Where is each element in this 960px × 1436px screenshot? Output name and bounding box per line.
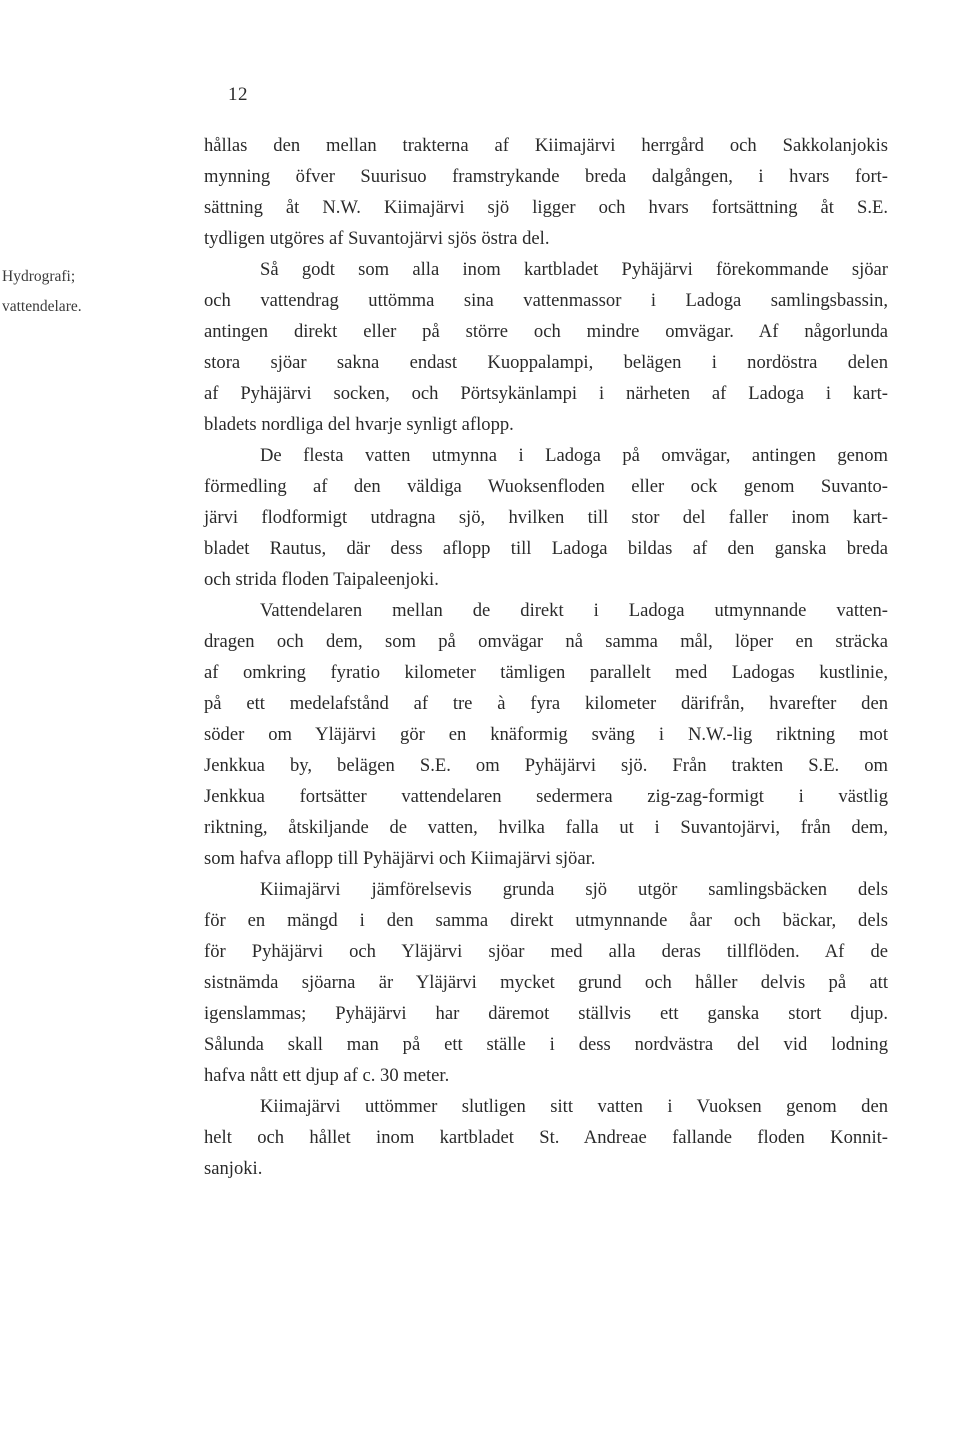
text-line: för Pyhäjärvi och Yläjärvi sjöar med alla deras tillflöden. Af de	[204, 941, 888, 962]
body-text	[204, 130, 888, 1184]
text-line: dragen och dem, som på omvägar nå samma mål, löper en sträcka	[204, 631, 888, 652]
text-line: förmedling af den väldiga Wuoksenfloden eller ock genom Suvanto-	[204, 476, 888, 497]
text-line: af Pyhäjärvi socken, och Pörtsykänlampi i närheten af Ladoga i kart-	[204, 383, 888, 404]
text-line: riktning, åtskiljande de vatten, hvilka falla ut i Suvantojärvi, från dem,	[204, 817, 888, 838]
text-line: igenslammas; Pyhäjärvi har däremot ställvis ett ganska stort djup.	[204, 1003, 888, 1024]
text-line: sanjoki.	[204, 1158, 263, 1179]
text-line: järvi flodformigt utdragna sjö, hvilken till stor del faller inom kart-	[204, 507, 888, 528]
text-line: De flesta vatten utmynna i Ladoga på omvägar, antingen genom	[260, 445, 888, 466]
text-line: Jenkkua fortsätter vattendelaren sedermera zig-zag-formigt i västlig	[204, 786, 888, 807]
text-line: hafva nått ett djup af c. 30 meter.	[204, 1065, 450, 1086]
text-line: för en mängd i den samma direkt utmynnande åar och bäckar, dels	[204, 910, 888, 931]
text-line: sistnämda sjöarna är Yläjärvi mycket grund och håller delvis på att	[204, 972, 888, 993]
text-line: och vattendrag uttömma sina vattenmassor i Ladoga samlingsbassin,	[204, 290, 888, 311]
text-line: antingen direkt eller på större och mindre omvägar. Af någorlunda	[204, 321, 888, 342]
margin-note-line: Hydrografi;	[2, 268, 76, 285]
text-line: bladets nordliga del hvarje synligt aflopp.	[204, 414, 514, 435]
text-line: stora sjöar sakna endast Kuoppalampi, belägen i nordöstra delen	[204, 352, 888, 373]
margin-note-line: vattendelare.	[2, 298, 82, 315]
text-line: mynning öfver Suurisuo framstrykande breda dalgången, i hvars fort-	[204, 166, 888, 187]
text-line: af omkring fyratio kilometer tämligen parallelt med Ladogas kustlinie,	[204, 662, 888, 683]
text-line: söder om Yläjärvi gör en knäformig sväng i N.W.-lig riktning mot	[204, 724, 888, 745]
text-line: bladet Rautus, där dess aflopp till Ladoga bildas af den ganska breda	[204, 538, 888, 559]
text-line: tydligen utgöres af Suvantojärvi sjös östra del.	[204, 228, 550, 249]
margin-note	[2, 262, 198, 322]
text-line: Vattendelaren mellan de direkt i Ladoga utmynnande vatten-	[260, 600, 888, 621]
page-number: 12	[228, 84, 248, 105]
text-line: och strida floden Taipaleenjoki.	[204, 569, 439, 590]
text-line: Jenkkua by, belägen S.E. om Pyhäjärvi sjö. Från trakten S.E. om	[204, 755, 888, 776]
text-line: Så godt som alla inom kartbladet Pyhäjärvi förekommande sjöar	[260, 259, 888, 280]
text-line: Kiimajärvi uttömmer slutligen sitt vatten i Vuoksen genom den	[260, 1096, 888, 1117]
text-line: sättning åt N.W. Kiimajärvi sjö ligger och hvars fortsättning åt S.E.	[204, 197, 888, 218]
text-line: Kiimajärvi jämförelsevis grunda sjö utgör samlingsbäcken dels	[260, 879, 888, 900]
text-line: helt och hållet inom kartbladet St. Andreae fallande floden Konnit-	[204, 1127, 888, 1148]
text-line: Sålunda skall man på ett ställe i dess nordvästra del vid lodning	[204, 1034, 888, 1055]
text-line: hållas den mellan trakterna af Kiimajärvi herrgård och Sakkolanjokis	[204, 135, 888, 156]
text-line: på ett medelafstånd af tre à fyra kilometer därifrån, hvarefter den	[204, 693, 888, 714]
text-line: som hafva aflopp till Pyhäjärvi och Kiimajärvi sjöar.	[204, 848, 596, 869]
